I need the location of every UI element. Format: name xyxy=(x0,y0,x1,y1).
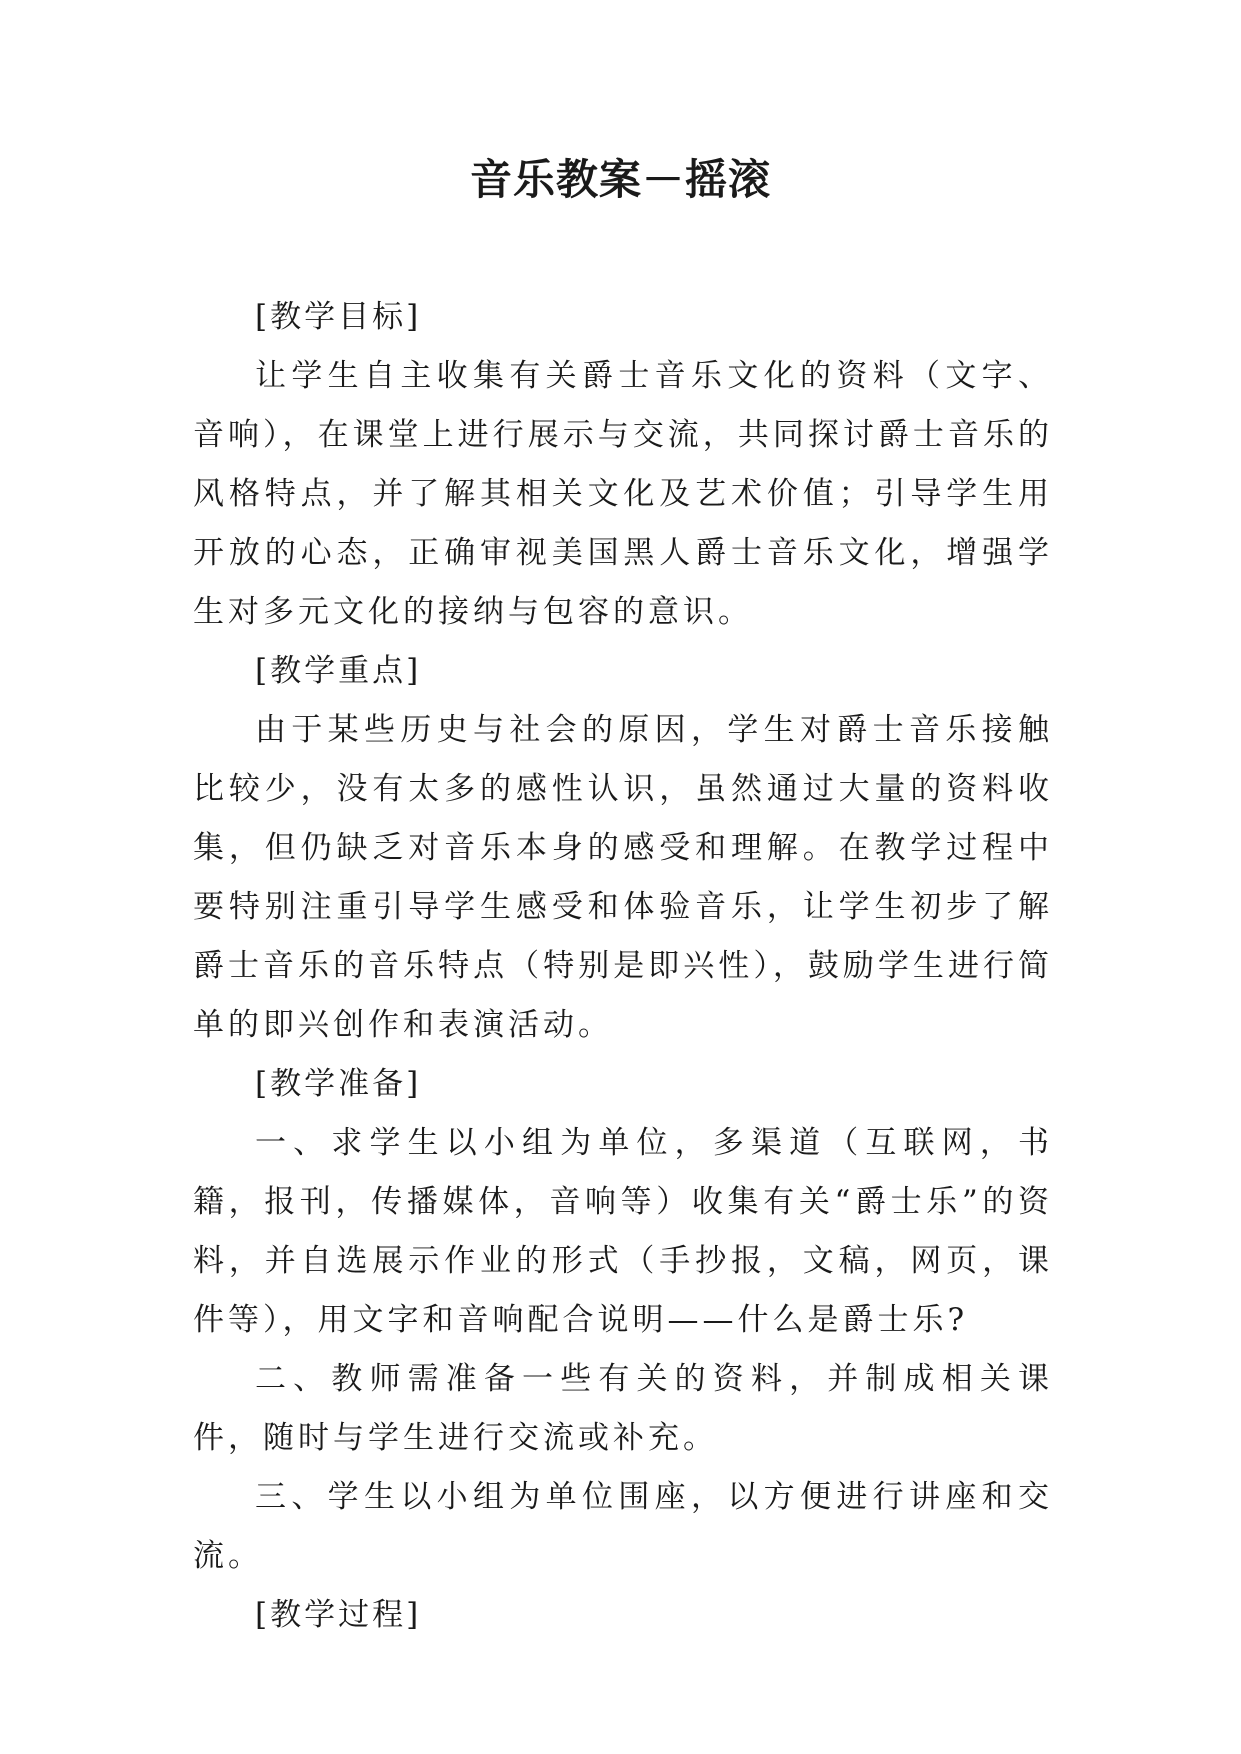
paragraph-key-points: 由于某些历史与社会的原因，学生对爵士音乐接触比较少，没有太多的感性认识，虽然通过大量的资料收集，但仍缺乏对音乐本身的感受和理解。在教学过程中要特别注重引导学生感受和体验音乐，让学生初步了解爵士音乐的音乐特点（特别是即兴性），鼓励学生进行简单的即兴创作和表演活动。 xyxy=(193,712,1053,1043)
paragraph-preparation-1: 一、求学生以小组为单位，多渠道（互联网，书籍，报刊，传播媒体，音响等）收集有关“爵士乐”的资料，并自选展示作业的形式（手抄报，文稿，网页，课件等），用文字和音响配合说明——什么是爵士乐? xyxy=(193,1125,1053,1338)
document-title: 音乐教案－摇滚 xyxy=(469,155,771,204)
section-heading-objectives: [教学目标] xyxy=(255,299,422,335)
section-heading-key-points: [教学重点] xyxy=(255,653,422,689)
paragraph-preparation-3: 三、学生以小组为单位围座，以方便进行讲座和交流。 xyxy=(193,1479,1053,1574)
paragraph-objectives: 让学生自主收集有关爵士音乐文化的资料（文字、音响），在课堂上进行展示与交流，共同探讨爵士音乐的风格特点，并了解其相关文化及艺术价值；引导学生用开放的心态，正确审视美国黑人爵士音乐文化，增强学生对多元文化的接纳与包容的意识。 xyxy=(193,358,1053,630)
section-heading-preparation: [教学准备] xyxy=(255,1066,422,1102)
document-body xyxy=(193,288,1053,1645)
paragraph-preparation-2: 二、教师需准备一些有关的资料，并制成相关课件，随时与学生进行交流或补充。 xyxy=(193,1361,1053,1456)
section-heading-process: [教学过程] xyxy=(255,1597,422,1633)
